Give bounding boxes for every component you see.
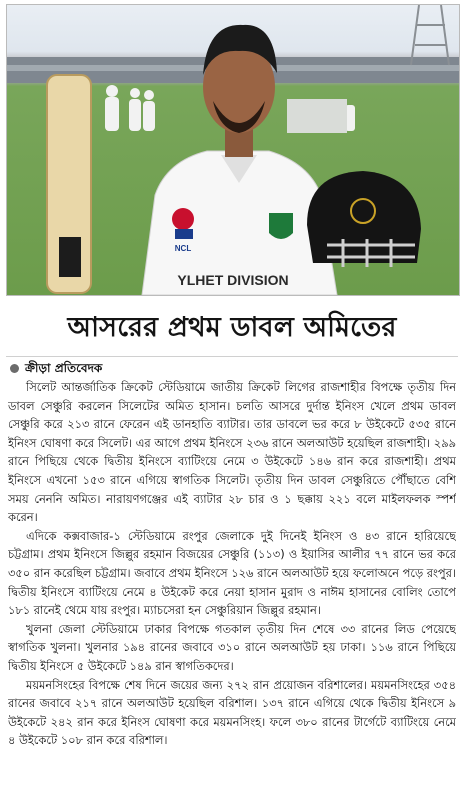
shirt-text: YLHET DIVISION <box>177 272 289 288</box>
byline <box>10 359 102 377</box>
article-paragraph: ময়মনসিংহের বিপক্ষে শেষ দিনে জয়ের জন্য ২৭২ রান প্রয়োজন বরিশালের। ময়মনসিংহের ৩৫৪ রানের জবাবে ২১৭ রানে অলআউট হয়েছিল বরিশাল। ১৩৭ রানে এগিয়ে থেকে দ্বিতীয় ইনিংসে ৯ উইকেটে ২৪২ রান করে ইনিংস ঘোষণা করে ময়মনসিংহ। ফলে ৩৮০ রানের টার্গেটে ব্যাটিংয়ে নেমে ৪ উইকেটে ১০৮ রান করে বরিশাল। <box>8 677 456 748</box>
cricket-bat-icon <box>47 75 91 293</box>
article-paragraph: এদিকে কক্সবাজার-১ স্টেডিয়ামে রংপুর জেলাকে দুই দিনেই ইনিংস ও ৪৩ রানে হারিয়েছে চট্টগ্রাম। প্রথম ইনিংসে জিল্লুর রহমান বিজয়ের সেঞ্চুরি (১১৩) ও ইয়াসির আলীর ৭৭ রানে ভর করে ৩৫০ রান করেছিল চট্টগ্রাম। জবাবে প্রথম ইনিংসে ১২৬ রানে অলআউট হয়ে ফলোঅনে পড়ে রংপুর। দ্বিতীয় ইনিংসে ব্যাটিংয়ে নেমে ৪ উইকেট করে নেয়া হাসান মুরাদ ও নাঈম হাসানের বোলিং তোপে ১৮১ রানেই থেমে যায় রংপুর। ম্যাচসেরা হন সেঞ্চুরিয়ান জিল্লুর রহমান। <box>8 528 456 618</box>
photo-illustration <box>7 5 459 295</box>
byline-text: ক্রীড়া প্রতিবেদক <box>25 361 103 375</box>
cricketer-photo <box>6 4 460 296</box>
shirt-badge: NCL <box>174 244 192 253</box>
article-paragraph: সিলেট আন্তর্জাতিক ক্রিকেট স্টেডিয়ামে জাতীয় ক্রিকেট লিগের রাজশাহীর বিপক্ষে তৃতীয় দিন ডাবল সেঞ্চুরি করলেন সিলেটের অমিত হাসান। চলতি আসরে দুর্দান্ত ইনিংস খেলে প্রথম ডাবল সেঞ্চুরি করে ২১৩ রানে ফেরেন এই ডানহাতি ব্যাটার। তার ডাবলে ভর করে ৮ উইকেটে ৫৩৫ রানে ইনিংস ঘোষণা করে সিলেট। এর আগে প্রথম ইনিংসে ২৩৬ রানে অলআউট হয়েছিল রাজশাহী। ২৯৯ রানে পিছিয়ে থেকে দ্বিতীয় ইনিংসে ব্যাটিংয়ে নেমে ৩ উইকেটে ১৪৬ রান করে রাজশাহী। প্রথম ইনিংসে এখনো ১৫৩ রানে এগিয়ে স্বাগতিক সিলেট। তৃতীয় দিন ডাবল সেঞ্চুরিতে পৌঁছাতে বেশি সময় নেননি অমিত। নারায়ণগঞ্জের এই ব্যাটার ২৮ চার ও ১ ছক্কায় ২২১ বলে মাইলফলক স্পর্শ করেন। <box>8 380 456 525</box>
article-paragraph: খুলনা জেলা স্টেডিয়ামে ঢাকার বিপক্ষে গতকাল তৃতীয় দিন শেষে ৩৩ রানের লিড পেয়েছে স্বাগতিক খুলনা। খুলনার ১৯৪ রানের জবাবে ৩১০ রানে অলআউট হয় ঢাকা। ১১৬ রানে পিছিয়ে দ্বিতীয় ইনিংসে ৫ উইকেটে ১৪৯ রান স্বাগতিকদের। <box>8 621 456 673</box>
floodlight-icon <box>411 5 449 65</box>
article-body <box>8 378 456 798</box>
bullet-icon <box>10 364 19 373</box>
headline: আসরের প্রথম ডাবল অমিতের <box>6 300 458 357</box>
cricket-helmet-icon <box>307 171 421 267</box>
